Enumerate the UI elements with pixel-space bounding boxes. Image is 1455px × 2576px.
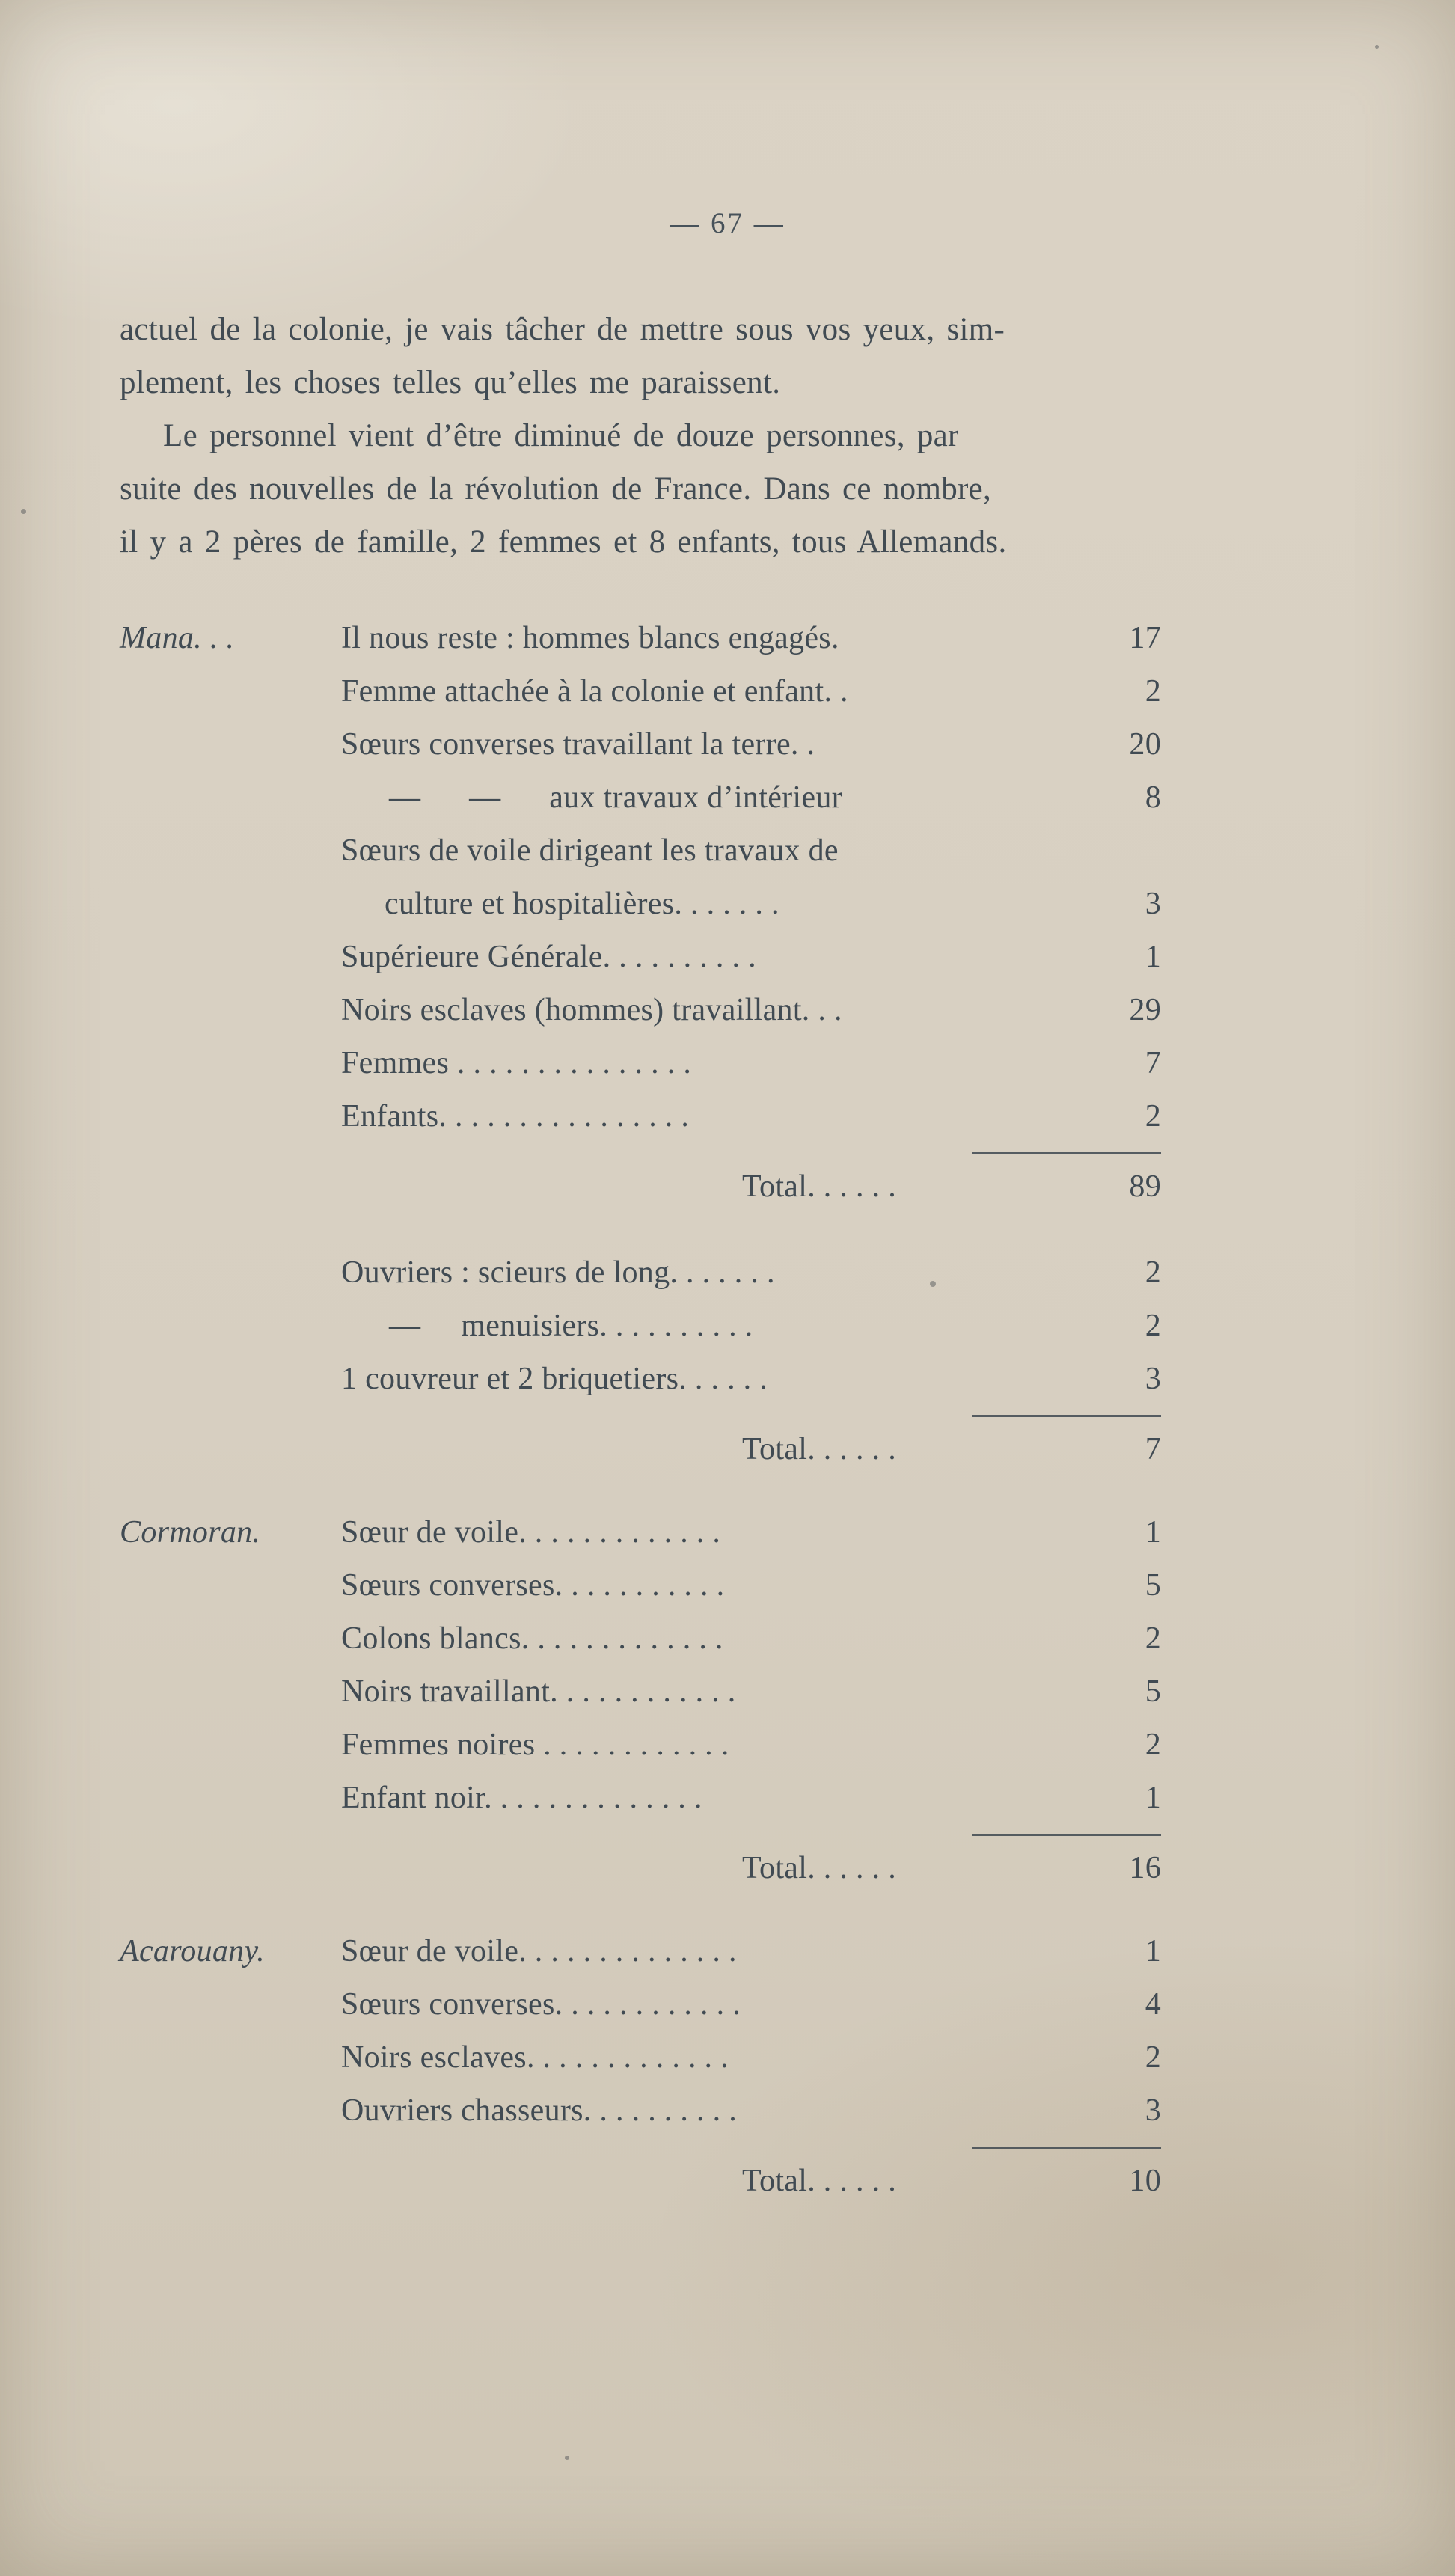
paper-speck — [1375, 45, 1379, 49]
text-line: plement, les choses telles qu’elles me paraissent. — [120, 365, 781, 400]
row-value: 29 — [1129, 993, 1161, 1027]
table-row — [341, 665, 1161, 718]
row-value: 1 — [1145, 1934, 1161, 1968]
spacer — [120, 1895, 1161, 1925]
table-row — [341, 1559, 1161, 1612]
row-label: Femme attachée à la colonie et enfant. . — [341, 674, 848, 709]
table-row — [341, 718, 1161, 771]
personnel-table — [120, 612, 1161, 2208]
table-row — [341, 771, 1161, 824]
row-label: Sœur de voile. . . . . . . . . . . . . — [341, 1515, 721, 1549]
row-value: 2 — [1145, 1255, 1161, 1290]
intro-paragraphs — [120, 303, 1272, 569]
row-value: 2 — [1145, 1728, 1161, 1762]
row-label: Sœurs de voile dirigeant les travaux de — [341, 833, 839, 868]
table-row — [341, 1506, 1161, 1559]
section-cormoran — [120, 1506, 1161, 1895]
row-value: 1 — [1145, 1781, 1161, 1815]
total-value: 7 — [1145, 1432, 1161, 1466]
spacer — [120, 1476, 1161, 1506]
row-label: Supérieure Générale. . . . . . . . . . — [341, 940, 756, 974]
row-value: 1 — [1145, 940, 1161, 974]
row-label: Enfant noir. . . . . . . . . . . . . . — [341, 1781, 702, 1815]
table-row — [341, 931, 1161, 984]
total-label: Total. . . . . . — [742, 2164, 897, 2198]
total-label: Total. . . . . . — [742, 1851, 897, 1885]
row-label: Noirs esclaves (hommes) travaillant. . . — [341, 993, 842, 1027]
total-rule-divider — [972, 1834, 1161, 1836]
row-label: Femmes noires . . . . . . . . . . . . — [341, 1728, 729, 1762]
total-label: Total. . . . . . — [742, 1432, 897, 1466]
table-row — [341, 824, 1161, 931]
total-row — [341, 2155, 1161, 2208]
section-mana-rows — [341, 612, 1161, 1476]
paper-speck — [565, 2456, 569, 2460]
total-value: 16 — [1129, 1851, 1161, 1885]
paper-speck — [930, 1281, 936, 1287]
row-label: Noirs esclaves. . . . . . . . . . . . . — [341, 2040, 729, 2075]
row-value: 2 — [1145, 674, 1161, 709]
total-row — [341, 1842, 1161, 1895]
table-row — [341, 1612, 1161, 1665]
section-mana — [120, 612, 1161, 1476]
table-row — [341, 1246, 1161, 1300]
total-value: 10 — [1129, 2164, 1161, 2198]
table-row — [341, 612, 1161, 665]
row-label: Colons blancs. . . . . . . . . . . . . — [341, 1621, 723, 1656]
row-label-continuation: culture et hospitalières. . . . . . . — [385, 887, 779, 921]
row-label: Ouvriers : scieurs de long. . . . . . . — [341, 1255, 775, 1290]
row-label: Il nous reste : hommes blancs engagés. — [341, 621, 839, 655]
row-value: 5 — [1145, 1674, 1161, 1709]
table-row — [341, 1090, 1161, 1143]
page-number: — 67 — — [670, 207, 785, 239]
total-rule-divider — [972, 1415, 1161, 1417]
table-row — [341, 1037, 1161, 1090]
spacer — [341, 1214, 1161, 1246]
row-label: Ouvriers chasseurs. . . . . . . . . . — [341, 2093, 738, 2128]
table-row — [341, 1353, 1161, 1406]
row-value: 2 — [1145, 1621, 1161, 1656]
total-value: 89 — [1129, 1169, 1161, 1204]
row-value: 1 — [1145, 1515, 1161, 1549]
row-label: Sœur de voile. . . . . . . . . . . . . . — [341, 1934, 737, 1968]
row-value: 2 — [1145, 2040, 1161, 2075]
paper-speck — [21, 509, 26, 514]
row-value: 2 — [1145, 1099, 1161, 1133]
text-line: actuel de la colonie, je vais tâcher de mettre sous vos yeux, sim- — [120, 312, 1005, 347]
section-label-cormoran: Cormoran. — [120, 1515, 261, 1549]
total-row — [341, 1160, 1161, 1214]
total-row — [341, 1423, 1161, 1476]
text-line: il y a 2 pères de famille, 2 femmes et 8 enfants, tous Allemands. — [120, 524, 1007, 560]
row-label: Sœurs converses. . . . . . . . . . . . — [341, 1987, 741, 2022]
row-label: Sœurs converses. . . . . . . . . . . — [341, 1568, 725, 1603]
table-row — [341, 2084, 1161, 2138]
table-row — [341, 1772, 1161, 1825]
row-label: Femmes . . . . . . . . . . . . . . . — [341, 1046, 692, 1080]
row-value: 7 — [1145, 1046, 1161, 1080]
row-value: 4 — [1145, 1987, 1161, 2022]
row-label: 1 couvreur et 2 briquetiers. . . . . . — [341, 1362, 768, 1396]
section-cormoran-rows — [341, 1506, 1161, 1895]
row-value: 3 — [1145, 2093, 1161, 2128]
row-value: 3 — [1145, 887, 1161, 921]
text-line: suite des nouvelles de la révolution de France. Dans ce nombre, — [120, 471, 992, 507]
row-label: — — aux travaux d’intérieur — [389, 780, 842, 815]
row-label: Enfants. . . . . . . . . . . . . . . . — [341, 1099, 690, 1133]
row-label: — menuisiers. . . . . . . . . . — [389, 1309, 753, 1343]
table-row — [341, 1300, 1161, 1353]
total-rule-divider — [972, 2147, 1161, 2149]
section-label-acarouany: Acarouany. — [120, 1934, 265, 1968]
section-acarouany — [120, 1925, 1161, 2208]
total-label: Total. . . . . . — [742, 1169, 897, 1204]
table-row — [341, 984, 1161, 1037]
row-label: Noirs travaillant. . . . . . . . . . . . — [341, 1674, 736, 1709]
section-label-mana: Mana. . . — [120, 621, 235, 655]
row-value: 2 — [1145, 1309, 1161, 1343]
row-value: 3 — [1145, 1362, 1161, 1396]
row-value: 17 — [1129, 621, 1161, 655]
row-value: 20 — [1129, 727, 1161, 762]
table-row — [341, 1719, 1161, 1772]
row-value: 5 — [1145, 1568, 1161, 1603]
table-row — [341, 1978, 1161, 2031]
section-acarouany-rows — [341, 1925, 1161, 2208]
table-row — [341, 2031, 1161, 2084]
row-label: Sœurs converses travaillant la terre. . — [341, 727, 815, 762]
text-line: Le personnel vient d’être diminué de douze personnes, par — [163, 418, 959, 453]
table-row — [341, 1665, 1161, 1719]
row-value: 8 — [1145, 780, 1161, 815]
total-rule-divider — [972, 1152, 1161, 1154]
table-row — [341, 1925, 1161, 1978]
